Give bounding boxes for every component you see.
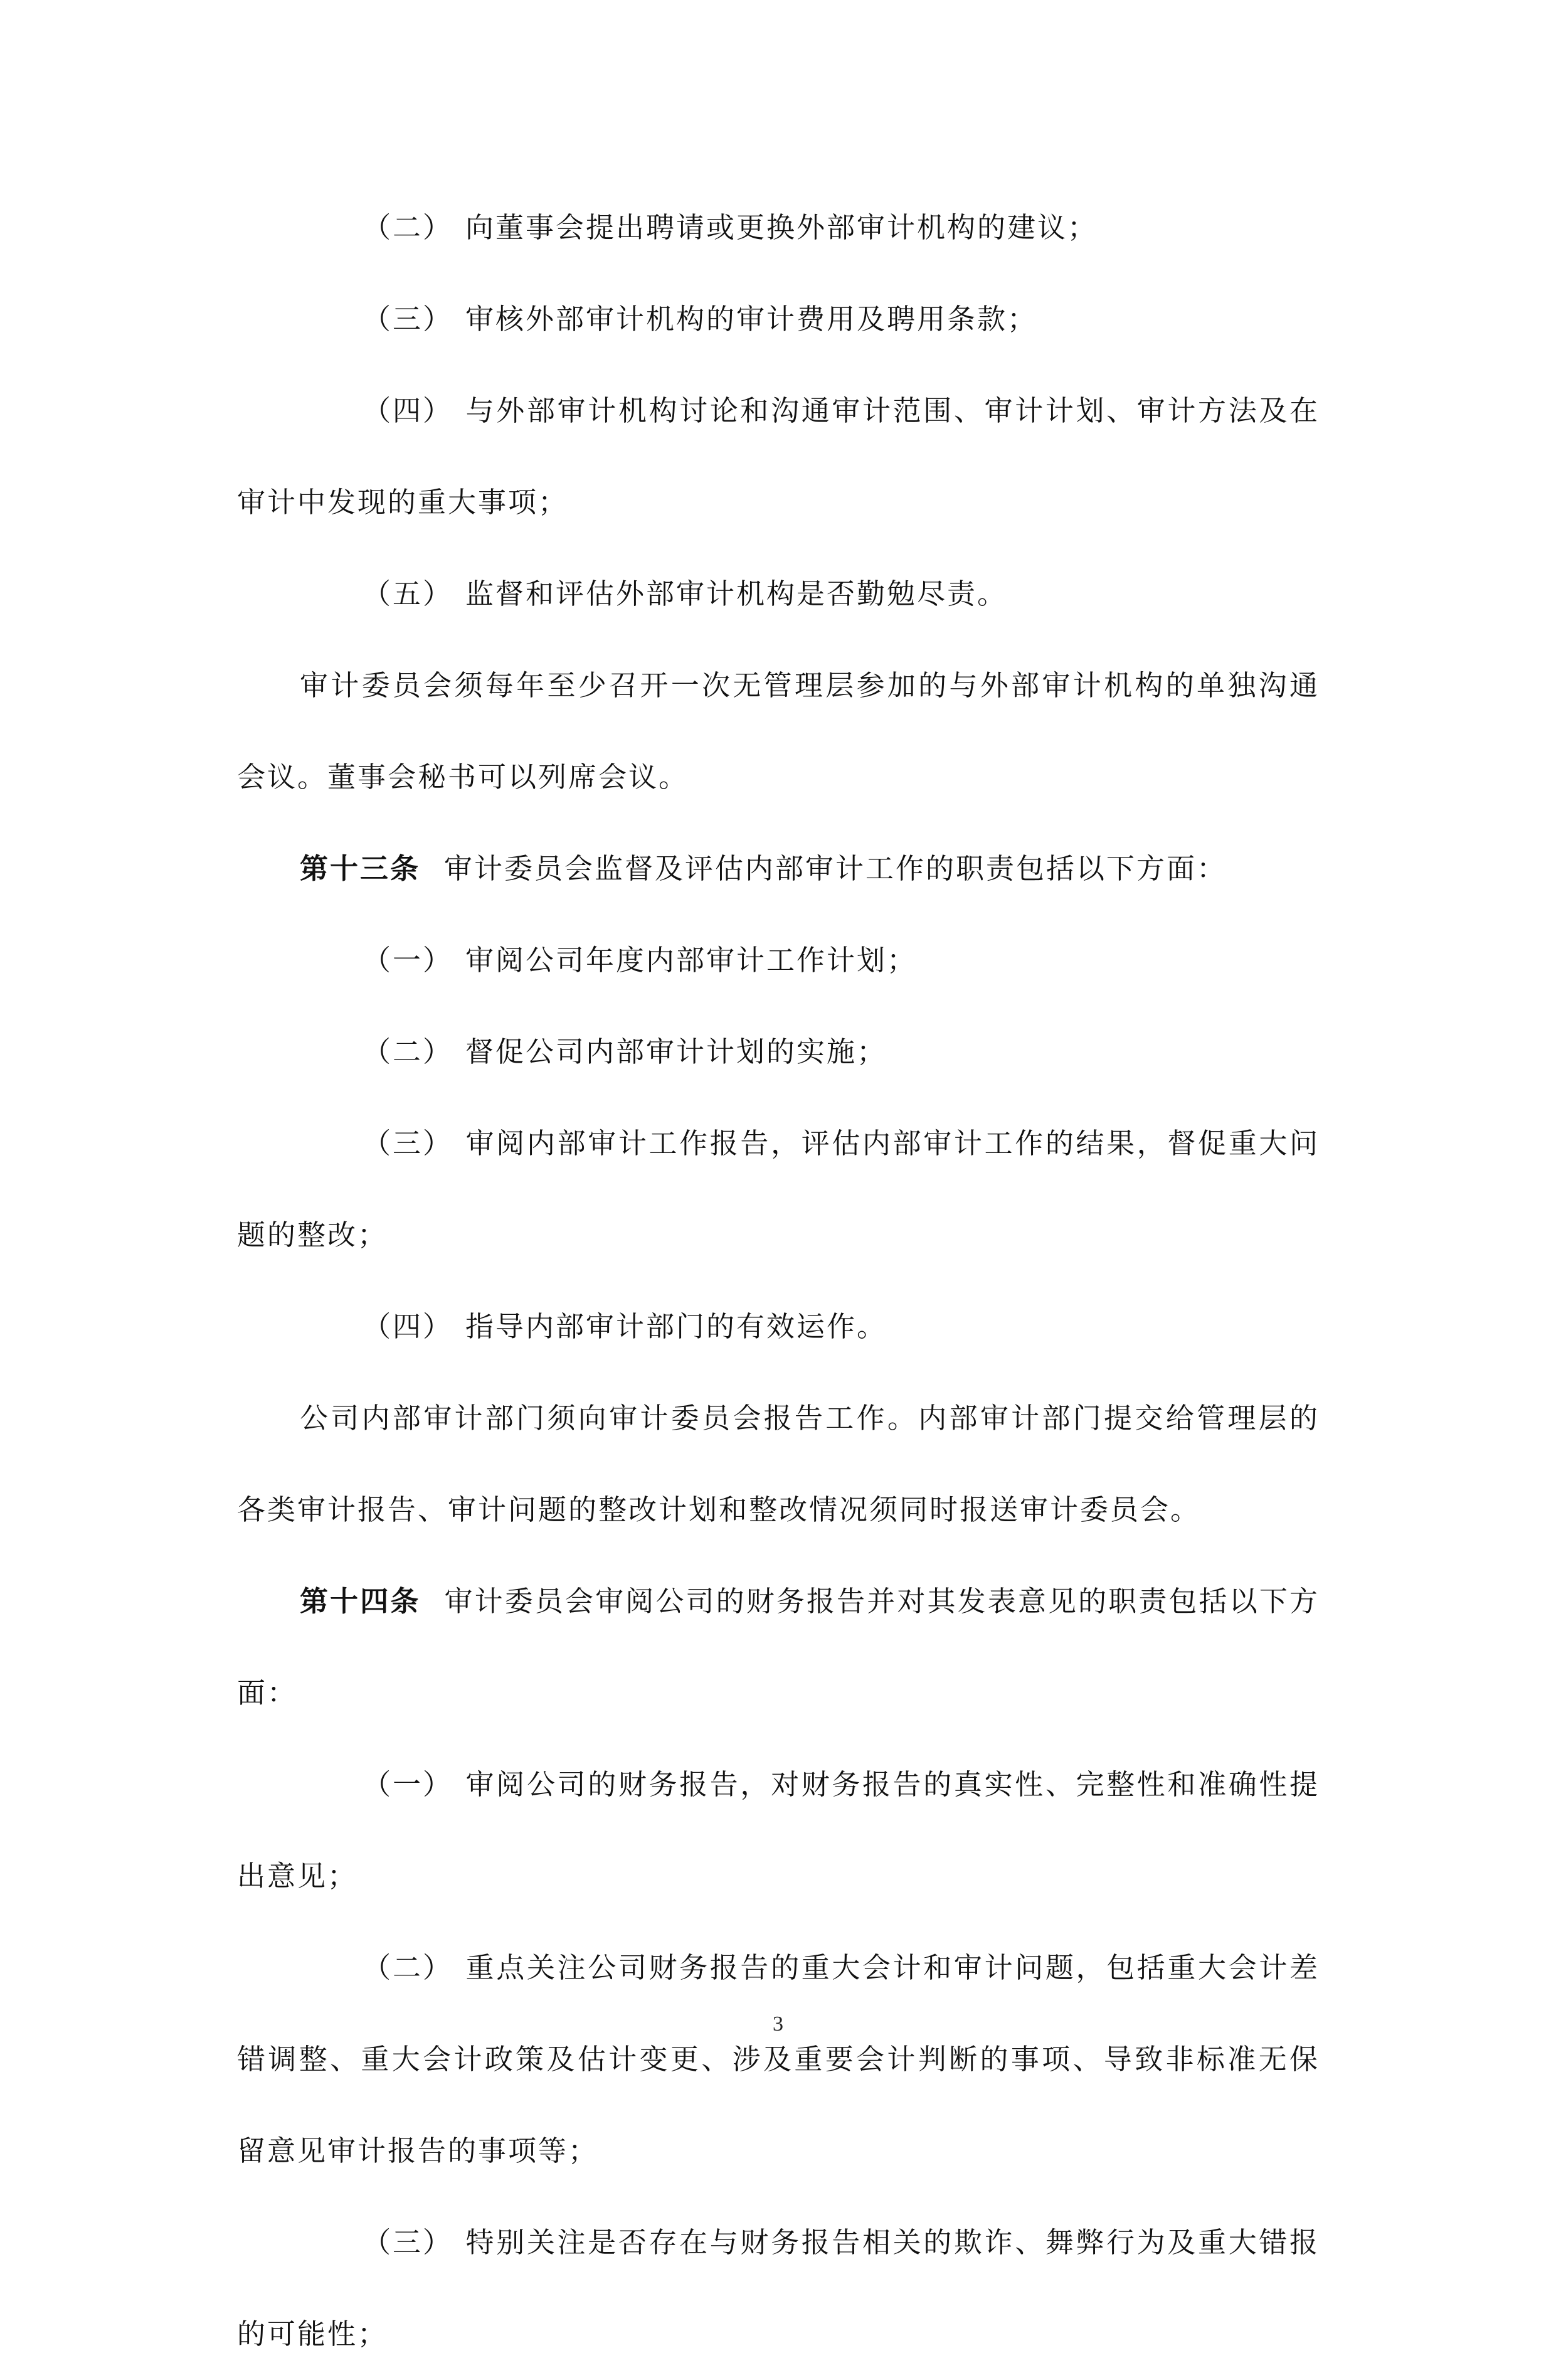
item-text: 指导内部审计部门的有效运作。 <box>465 1310 887 1343</box>
article-number: 第十四条 <box>300 1585 421 1618</box>
article-14 <box>237 1556 1320 1739</box>
item-label: （三） <box>363 2226 453 2259</box>
item-label: （一） <box>363 1768 453 1801</box>
clause-4-audit-scope <box>237 365 1320 548</box>
clause-2-key-accounting-issues <box>237 1922 1320 2197</box>
item-text: 审核外部审计机构的审计费用及聘用条款； <box>465 302 1038 336</box>
clause-3-fraud-risk <box>237 2197 1320 2380</box>
article-text: 审计委员会审阅公司的财务报告并对其发表意见的职责包括以下方面： <box>237 1585 1320 1709</box>
clause-4-guide-department <box>237 1281 1320 1373</box>
clause-1-review-financial-reports <box>237 1739 1320 1922</box>
article-text: 审计委员会监督及评估内部审计工作的职责包括以下方面： <box>444 852 1227 885</box>
annual-meeting-paragraph <box>237 640 1320 823</box>
article-number: 第十三条 <box>300 852 421 885</box>
clause-5-supervise-auditor <box>237 548 1320 640</box>
item-text: 审阅公司年度内部审计工作计划； <box>465 943 918 977</box>
item-text: 与外部审计机构讨论和沟通审计范围、审计计划、审计方法及在审计中发现的重大事项； <box>237 394 1320 519</box>
item-text: 审阅公司的财务报告，对财务报告的真实性、完整性和准确性提出意见； <box>237 1768 1320 1893</box>
item-label: （五） <box>363 577 453 610</box>
clause-2-recommend-auditor <box>237 182 1320 274</box>
item-text: 特别关注是否存在与财务报告相关的欺诈、舞弊行为及重大错报的可能性； <box>237 2226 1320 2351</box>
item-text: 向董事会提出聘请或更换外部审计机构的建议； <box>465 211 1098 244</box>
item-label: （三） <box>363 302 453 336</box>
clause-3-audit-fees <box>237 274 1320 365</box>
clause-1-annual-plan <box>237 915 1320 1006</box>
item-text: 监督和评估外部审计机构是否勤勉尽责。 <box>465 577 1008 610</box>
paragraph-text: 审计委员会须每年至少召开一次无管理层参加的与外部审计机构的单独沟通会议。董事会秘书可以列席会议。 <box>237 669 1320 794</box>
item-label: （四） <box>363 394 453 427</box>
item-text: 重点关注公司财务报告的重大会计和审计问题，包括重大会计差错调整、重大会计政策及估计变更、涉及重要会计判断的事项、导致非标准无保留意见审计报告的事项等； <box>237 1951 1320 2167</box>
clause-3-review-reports <box>237 1098 1320 1281</box>
paragraph-text: 公司内部审计部门须向审计委员会报告工作。内部审计部门提交给管理层的各类审计报告、审计问题的整改计划和整改情况须同时报送审计委员会。 <box>237 1401 1320 1526</box>
internal-audit-reporting-paragraph <box>237 1373 1320 1556</box>
item-text: 审阅内部审计工作报告，评估内部审计工作的结果，督促重大问题的整改； <box>237 1127 1320 1251</box>
clause-2-plan-implementation <box>237 1006 1320 1098</box>
item-label: （二） <box>363 211 453 244</box>
item-label: （二） <box>363 1951 453 1984</box>
item-label: （二） <box>363 1035 453 1068</box>
item-label: （四） <box>363 1310 453 1343</box>
item-label: （一） <box>363 943 453 977</box>
article-13 <box>237 823 1320 915</box>
page-number: 3 <box>773 2012 783 2036</box>
document-body <box>237 182 1320 2380</box>
item-label: （三） <box>363 1127 453 1160</box>
item-text: 督促公司内部审计计划的实施； <box>465 1035 887 1068</box>
